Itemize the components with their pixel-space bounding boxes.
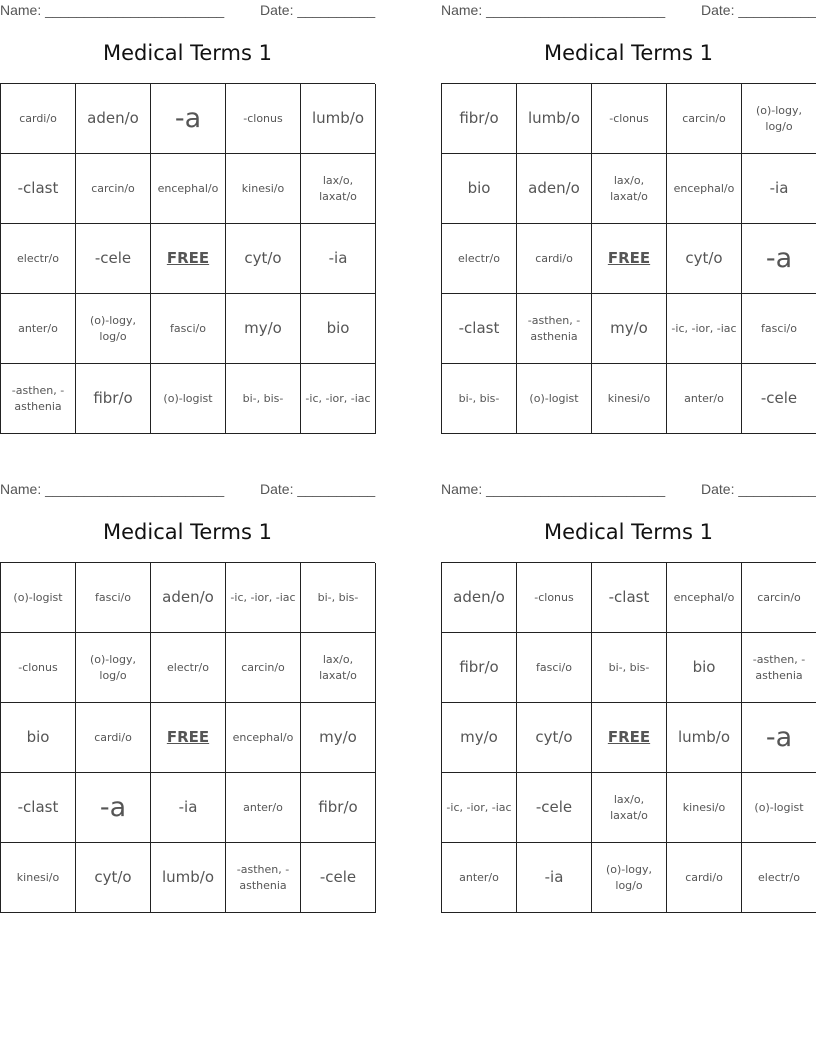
bingo-cell[interactable]: my/o (442, 703, 517, 773)
bingo-cell[interactable]: anter/o (667, 364, 742, 434)
bingo-cell[interactable]: fasci/o (76, 563, 151, 633)
bingo-cell[interactable]: carcin/o (226, 633, 301, 703)
bingo-cell[interactable]: fibr/o (76, 364, 151, 434)
bingo-cell[interactable]: electr/o (742, 843, 816, 913)
bingo-cell[interactable]: kinesi/o (226, 154, 301, 224)
bingo-cell[interactable]: (o)-logy, log/o (76, 633, 151, 703)
bingo-cell[interactable]: lumb/o (517, 84, 592, 154)
bingo-cell[interactable]: -ia (742, 154, 816, 224)
bingo-cell[interactable]: cardi/o (76, 703, 151, 773)
bingo-cell[interactable]: -asthen, -asthenia (742, 633, 816, 703)
bingo-cell[interactable]: bio (1, 703, 76, 773)
bingo-cell[interactable]: anter/o (442, 843, 517, 913)
free-space[interactable]: FREE (151, 703, 226, 773)
name-date-line (441, 479, 816, 501)
bingo-cell[interactable]: electr/o (442, 224, 517, 294)
bingo-cell[interactable]: -ic, -ior, -iac (301, 364, 376, 434)
bingo-cell[interactable]: -a (742, 703, 816, 773)
bingo-cell[interactable]: (o)-logist (742, 773, 816, 843)
bingo-cell[interactable]: bi-, bis- (592, 633, 667, 703)
name-field[interactable]: Name: _______________________ (441, 2, 666, 18)
bingo-cell[interactable]: -asthen, -asthenia (517, 294, 592, 364)
name-field[interactable]: Name: _______________________ (0, 2, 225, 18)
name-date-line (441, 0, 816, 22)
bingo-cell[interactable]: -clonus (592, 84, 667, 154)
free-space[interactable]: FREE (592, 703, 667, 773)
card-title: Medical Terms 1 (102, 41, 272, 65)
bingo-cell[interactable]: -a (76, 773, 151, 843)
bingo-cell[interactable]: (o)-logy, log/o (76, 294, 151, 364)
bingo-cell[interactable]: kinesi/o (592, 364, 667, 434)
bingo-cell[interactable]: lax/o, laxat/o (301, 633, 376, 703)
bingo-cell[interactable]: encephal/o (226, 703, 301, 773)
bingo-cell[interactable]: -cele (76, 224, 151, 294)
bingo-cell[interactable]: bio (442, 154, 517, 224)
bingo-grid (441, 562, 816, 913)
bingo-cell[interactable]: kinesi/o (1, 843, 76, 913)
bingo-cell[interactable]: -asthen, -asthenia (226, 843, 301, 913)
bingo-cell[interactable]: cardi/o (517, 224, 592, 294)
bingo-cell[interactable]: cardi/o (667, 843, 742, 913)
bingo-grid (441, 83, 816, 434)
bingo-cell[interactable]: (o)-logy, log/o (592, 843, 667, 913)
bingo-cell[interactable]: cyt/o (667, 224, 742, 294)
bingo-cell[interactable]: lumb/o (151, 843, 226, 913)
bingo-cell[interactable]: -clonus (1, 633, 76, 703)
card-title: Medical Terms 1 (102, 520, 272, 544)
date-field[interactable]: Date: __________ (260, 2, 376, 18)
bingo-cell[interactable]: -clast (1, 773, 76, 843)
bingo-cell[interactable]: fasci/o (517, 633, 592, 703)
bingo-cell[interactable]: -ia (301, 224, 376, 294)
bingo-cell[interactable]: -clast (1, 154, 76, 224)
bingo-cell[interactable]: -asthen, -asthenia (1, 364, 76, 434)
bingo-cell[interactable]: -clonus (517, 563, 592, 633)
card-title: Medical Terms 1 (543, 41, 713, 65)
bingo-cell[interactable]: bio (301, 294, 376, 364)
bingo-cell[interactable]: -cele (742, 364, 816, 434)
bingo-cell[interactable]: my/o (592, 294, 667, 364)
free-space[interactable]: FREE (151, 224, 226, 294)
date-field[interactable]: Date: __________ (701, 2, 816, 18)
bingo-cell[interactable]: lax/o, laxat/o (301, 154, 376, 224)
bingo-cell[interactable]: electr/o (1, 224, 76, 294)
bingo-cell[interactable]: lax/o, laxat/o (592, 154, 667, 224)
bingo-cell[interactable]: aden/o (151, 563, 226, 633)
card-title: Medical Terms 1 (543, 520, 713, 544)
name-date-line (0, 0, 375, 22)
bingo-cell[interactable]: fibr/o (301, 773, 376, 843)
bingo-cell[interactable]: -ia (151, 773, 226, 843)
bingo-cell[interactable]: encephal/o (667, 563, 742, 633)
bingo-cell[interactable]: (o)-logy, log/o (742, 84, 816, 154)
bingo-cell[interactable]: kinesi/o (667, 773, 742, 843)
bingo-cell[interactable]: lax/o, laxat/o (592, 773, 667, 843)
bingo-cell[interactable]: (o)-logist (151, 364, 226, 434)
bingo-cell[interactable]: fibr/o (442, 84, 517, 154)
name-field[interactable]: Name: _______________________ (441, 481, 666, 497)
bingo-cell[interactable]: cyt/o (517, 703, 592, 773)
bingo-cell[interactable]: -a (742, 224, 816, 294)
bingo-cell[interactable]: lumb/o (667, 703, 742, 773)
bingo-cell[interactable]: -cele (301, 843, 376, 913)
bingo-cell[interactable]: -clonus (226, 84, 301, 154)
bingo-cell[interactable]: -clast (442, 294, 517, 364)
bingo-cell[interactable]: -clast (592, 563, 667, 633)
bingo-cell[interactable]: fasci/o (151, 294, 226, 364)
date-field[interactable]: Date: __________ (701, 481, 816, 497)
bingo-cell[interactable]: cyt/o (76, 843, 151, 913)
bingo-cell[interactable]: -ic, -ior, -iac (667, 294, 742, 364)
bingo-cell[interactable]: bio (667, 633, 742, 703)
bingo-cell[interactable]: -ic, -ior, -iac (226, 563, 301, 633)
bingo-cell[interactable]: electr/o (151, 633, 226, 703)
bingo-cell[interactable]: carcin/o (667, 84, 742, 154)
bingo-cell[interactable]: aden/o (442, 563, 517, 633)
bingo-cell[interactable]: encephal/o (667, 154, 742, 224)
bingo-cell[interactable]: encephal/o (151, 154, 226, 224)
bingo-cell[interactable]: cyt/o (226, 224, 301, 294)
bingo-cell[interactable]: cardi/o (1, 84, 76, 154)
bingo-grid (0, 562, 375, 913)
bingo-cell[interactable]: anter/o (226, 773, 301, 843)
bingo-cell[interactable]: bi-, bis- (226, 364, 301, 434)
bingo-cell[interactable]: aden/o (76, 84, 151, 154)
bingo-cell[interactable]: -cele (517, 773, 592, 843)
bingo-cell[interactable]: bi-, bis- (301, 563, 376, 633)
bingo-grid (0, 83, 375, 434)
bingo-cell[interactable]: lumb/o (301, 84, 376, 154)
bingo-cell[interactable]: -a (151, 84, 226, 154)
bingo-cell[interactable]: -ia (517, 843, 592, 913)
name-field[interactable]: Name: _______________________ (0, 481, 225, 497)
bingo-cell[interactable]: -ic, -ior, -iac (442, 773, 517, 843)
date-field[interactable]: Date: __________ (260, 481, 376, 497)
bingo-cell[interactable]: fasci/o (742, 294, 816, 364)
bingo-cell[interactable]: aden/o (517, 154, 592, 224)
name-date-line (0, 479, 375, 501)
bingo-cell[interactable]: (o)-logist (517, 364, 592, 434)
bingo-cell[interactable]: anter/o (1, 294, 76, 364)
bingo-cell[interactable]: fibr/o (442, 633, 517, 703)
bingo-cell[interactable]: carcin/o (76, 154, 151, 224)
free-space[interactable]: FREE (592, 224, 667, 294)
bingo-cell[interactable]: my/o (301, 703, 376, 773)
bingo-cell[interactable]: my/o (226, 294, 301, 364)
bingo-cell[interactable]: (o)-logist (1, 563, 76, 633)
bingo-cell[interactable]: carcin/o (742, 563, 816, 633)
bingo-cell[interactable]: bi-, bis- (442, 364, 517, 434)
